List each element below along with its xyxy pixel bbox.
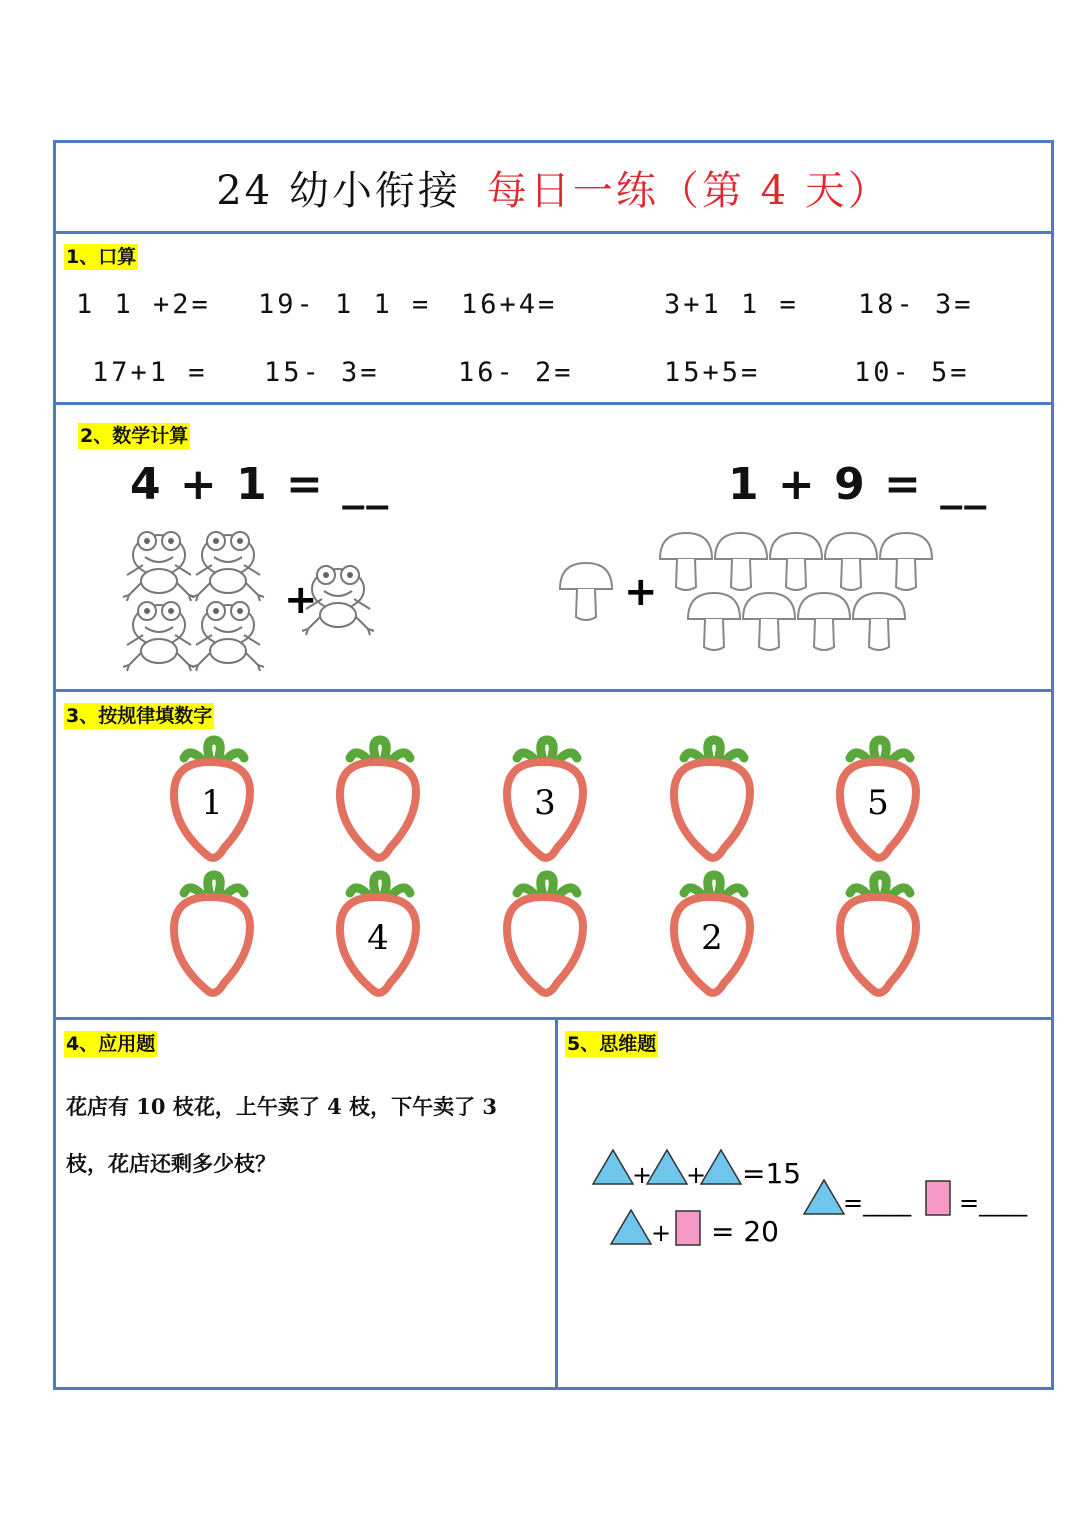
plus-sign: + [632, 1161, 653, 1189]
strawberry-number: 5 [867, 783, 889, 823]
word-problem-text: 花店有 10 枝花，上午卖了 4 枝，下午卖了 3 枝，花店还剩多少枝？ [66, 1094, 498, 1176]
expression: 19- 1 1 = [258, 289, 432, 320]
expression: 16- 2= [458, 357, 574, 388]
expression: 15- 3= [264, 357, 380, 388]
title-highlight: 每日一练（第 4 天） [486, 167, 891, 214]
strawberry-number: 1 [201, 783, 223, 823]
triangle-icon [804, 1180, 844, 1214]
logic-puzzle [56, 143, 1051, 1387]
triangle-icon [611, 1210, 651, 1244]
expression: 18- 3= [858, 289, 974, 320]
equation-result: = 20 [711, 1215, 779, 1248]
triangle-icon [701, 1150, 741, 1184]
expression: 15+5= [664, 357, 761, 388]
equation-result: =15 [742, 1157, 802, 1190]
expression: 10- 5= [854, 357, 970, 388]
section-5-label: 5、思维题 [567, 1033, 657, 1055]
worksheet [53, 140, 1054, 1390]
triangle-icon [647, 1150, 687, 1184]
square-icon [676, 1211, 700, 1245]
triangle-icon [593, 1150, 633, 1184]
plus-sign: + [686, 1161, 707, 1189]
expression: 17+1 = [92, 357, 208, 388]
strawberry-number: 3 [534, 783, 556, 823]
answer-blank: =____ [959, 1189, 1028, 1217]
section-1-label: 1、口算 [66, 246, 137, 268]
section-3-label: 3、按规律填数字 [66, 705, 213, 727]
strawberry-number: 2 [701, 918, 723, 958]
plus-sign: + [651, 1219, 672, 1247]
equation-left: 4 + 1 = __ [130, 459, 391, 510]
section-2-label: 2、数学计算 [80, 425, 189, 447]
expression: 1 1 +2= [76, 289, 211, 320]
strawberry-number: 4 [367, 918, 389, 958]
section-4-label: 4、应用题 [66, 1033, 156, 1055]
answer-blank: =____ [843, 1189, 912, 1217]
expression: 16+4= [461, 289, 558, 320]
expression: 3+1 1 = [664, 289, 799, 320]
equation-right: 1 + 9 = __ [728, 459, 989, 510]
title-prefix: 24 幼小衔接 [216, 167, 461, 214]
plus-sign: + [624, 569, 658, 615]
plus-sign: + [284, 577, 318, 623]
square-icon [926, 1181, 950, 1215]
